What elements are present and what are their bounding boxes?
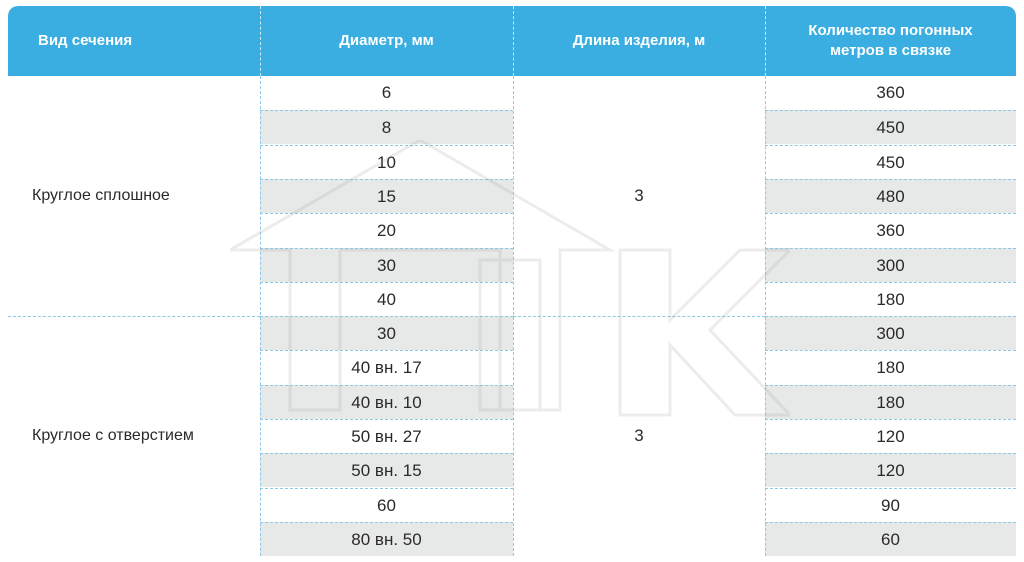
quantity-cell: [765, 110, 1016, 144]
quantity-value: 180: [876, 358, 905, 378]
diameter-cell: [260, 213, 513, 247]
diameter-value: 6: [381, 83, 392, 102]
length-value: 3: [634, 426, 644, 446]
column-divider: [765, 76, 766, 556]
diameter-value: 15: [377, 186, 396, 206]
table-header: [8, 6, 1016, 76]
quantity-value: 450: [876, 118, 905, 138]
diameter-cell: [260, 419, 513, 453]
diameter-value: 50 вн. 15: [351, 461, 422, 481]
quantity-value: 180: [876, 392, 905, 412]
quantity-cell: [765, 76, 1016, 110]
quantity-cell: [765, 350, 1016, 384]
quantity-value: 300: [876, 324, 905, 344]
header-quantity: Количество погонных метров в связке: [808, 22, 973, 59]
column-divider: [260, 76, 261, 556]
diameter-cell: [260, 316, 513, 350]
group-divider: [513, 316, 765, 317]
product-table: [8, 6, 1016, 556]
diameter-cell: [260, 248, 513, 282]
quantity-value: 480: [876, 186, 905, 206]
diameter-value: 80 вн. 50: [351, 529, 422, 549]
quantity-cell: [765, 145, 1016, 179]
quantity-value: 120: [876, 427, 905, 446]
quantity-value: 360: [876, 221, 905, 241]
quantity-value: 120: [876, 461, 905, 481]
quantity-cell: [765, 248, 1016, 282]
diameter-cell: [260, 145, 513, 179]
table-body: [8, 76, 1016, 556]
length-value: 3: [634, 186, 644, 206]
diameter-cell: [260, 76, 513, 110]
quantity-cell: [765, 282, 1016, 316]
diameter-value: 10: [377, 152, 396, 172]
diameter-cell: [260, 110, 513, 144]
quantity-cell: [765, 213, 1016, 247]
diameter-value: 8: [381, 118, 392, 138]
group-divider: [8, 316, 260, 317]
header-diameter: Диаметр, мм: [339, 32, 434, 49]
header-length: Длина изделия, м: [572, 32, 706, 49]
quantity-value: 90: [881, 495, 900, 515]
column-divider: [513, 76, 514, 556]
diameter-cell: [260, 350, 513, 384]
diameter-cell: [260, 453, 513, 487]
quantity-cell: [765, 385, 1016, 419]
quantity-cell: [765, 179, 1016, 213]
diameter-value: 40 вн. 10: [351, 392, 422, 412]
diameter-value: 40 вн. 17: [351, 358, 422, 378]
diameter-value: 20: [377, 221, 396, 241]
quantity-value: 450: [876, 152, 905, 172]
header-section-type: Вид сечения: [38, 32, 133, 49]
section-type-label: Круглое сплошное: [32, 187, 170, 205]
diameter-cell: [260, 385, 513, 419]
section-type-label: Круглое с отверстием: [32, 427, 194, 445]
diameter-value: 30: [377, 324, 396, 344]
diameter-cell: [260, 282, 513, 316]
quantity-cell: [765, 453, 1016, 487]
diameter-value: 30: [377, 255, 396, 275]
quantity-value: 60: [881, 529, 900, 549]
diameter-cell: [260, 522, 513, 556]
quantity-cell: [765, 522, 1016, 556]
quantity-value: 300: [876, 255, 905, 275]
diameter-value: 60: [377, 495, 396, 515]
diameter-cell: [260, 179, 513, 213]
quantity-cell: [765, 316, 1016, 350]
diameter-cell: [260, 488, 513, 522]
quantity-cell: [765, 419, 1016, 453]
quantity-cell: [765, 488, 1016, 522]
quantity-value: 360: [876, 83, 905, 102]
diameter-value: 50 вн. 27: [351, 427, 422, 446]
quantity-value: 180: [876, 289, 905, 309]
diameter-value: 40: [377, 289, 396, 309]
